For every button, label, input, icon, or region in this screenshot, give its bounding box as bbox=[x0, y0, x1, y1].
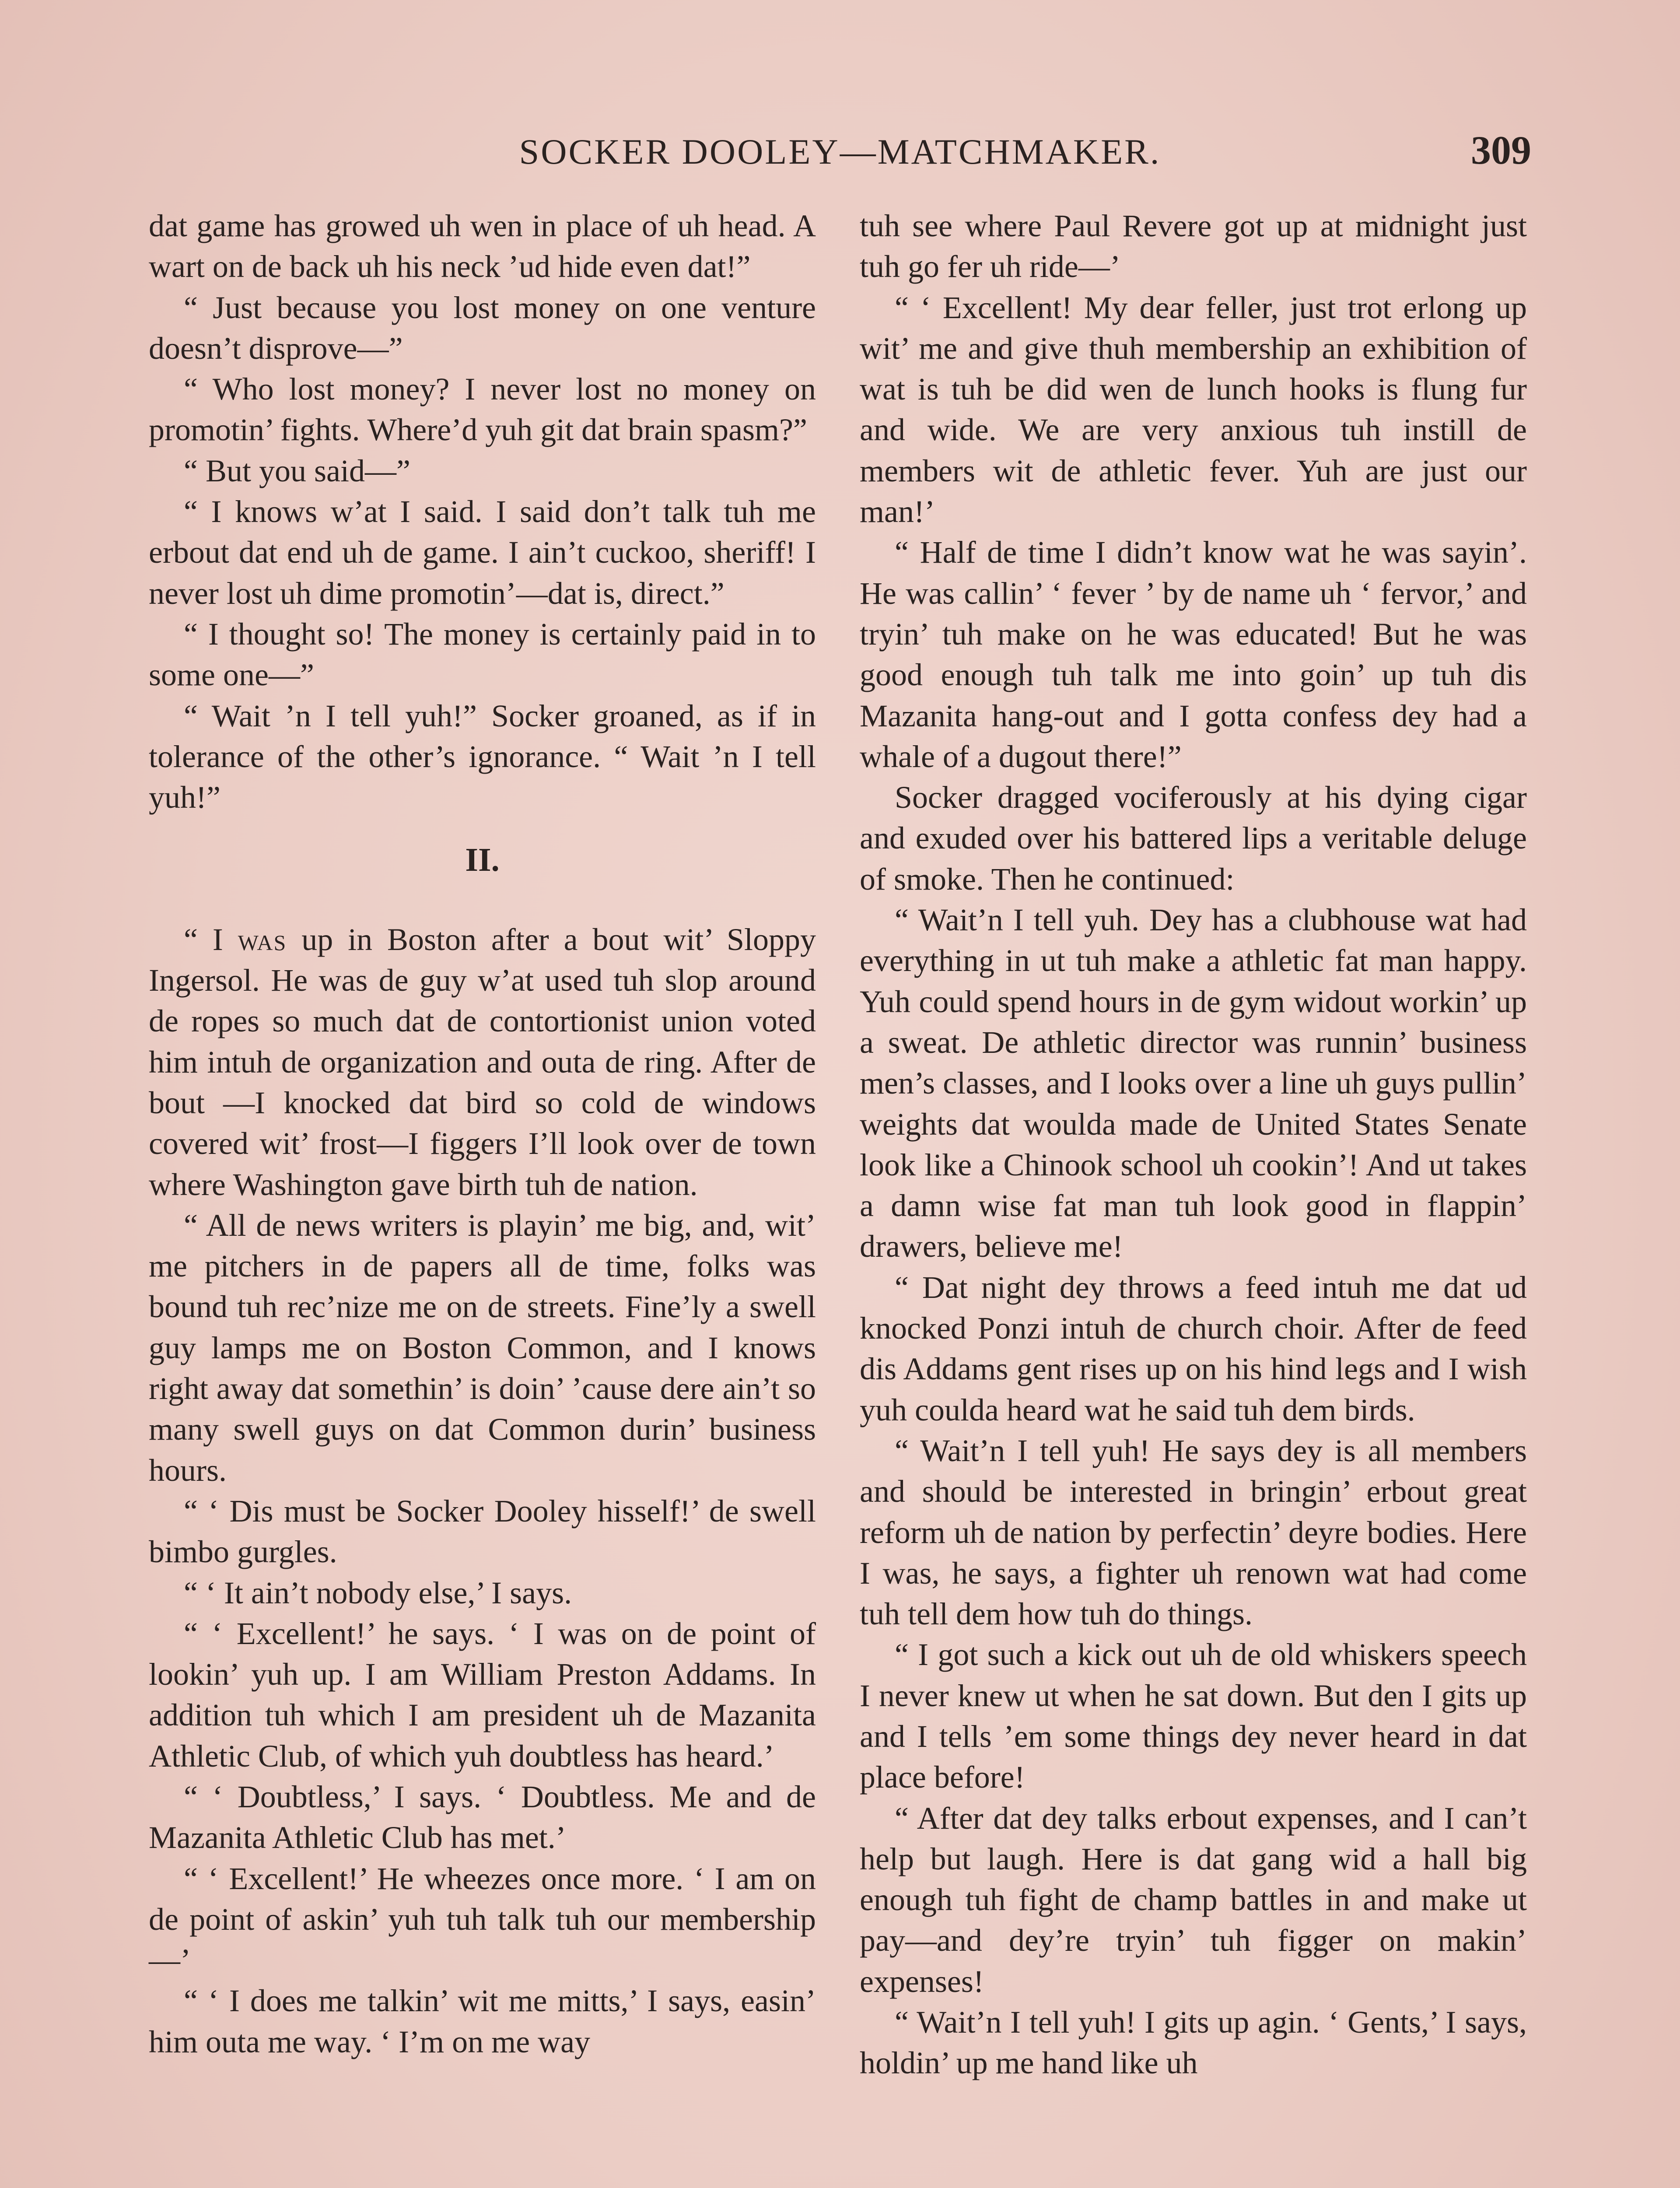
paragraph: Socker dragged vociferously at his dying cigar and exuded over his battered lips a veritable deluge of smoke. Then he continued: bbox=[860, 780, 1527, 897]
page-number: 309 bbox=[1471, 128, 1531, 172]
paragraph-rest: up in Boston after a bout wit’ Sloppy Ingersol. He was de guy w’at used tuh slop around de ropes so much dat de contortionist union voted him intuh de organization and outa de ring. After de bout —I knocked dat bird so cold de windows covered wit’ frost—I figgers I’ll look over de town where Washington gave birth tuh de nation. bbox=[149, 922, 816, 1202]
paragraph: “ Just because you lost money on one venture doesn’t disprove—” bbox=[149, 290, 816, 366]
paragraph: “ ‘ Doubtless,’ I says. ‘ Doubtless. Me and de Mazanita Athletic Club has met.’ bbox=[149, 1779, 816, 1855]
paragraph: “ Wait’n I tell yuh. Dey has a clubhouse wat had everything in ut tuh make a athletic fat man happy. Yuh could spend hours in de gym widout workin’ up a sweat. De athletic director was runnin’ business men’s classes, and I looks over a line uh guys pullin’ weights dat woulda made de United States Senate look like a Chinook school uh cookin’! And ut takes a damn wise fat man tuh look good in flappin’ drawers, believe me! bbox=[860, 902, 1527, 1264]
paragraph: “ Half de time I didn’t know wat he was sayin’. He was callin’ ‘ fever ’ by de name uh ‘ fervor,’ and tryin’ tuh make on he was educated! But he was good enough tuh talk me into goin’ up tuh dis Mazanita hang-out and I gotta confess dey had a whale of a dugout there!” bbox=[860, 535, 1527, 774]
paragraph: tuh see where Paul Revere got up at midnight just tuh go fer uh ride—’ bbox=[860, 208, 1527, 284]
paragraph: “ ‘ Excellent! My dear feller, just trot erlong up wit’ me and give thuh membership an exhibition of wat is tuh be did wen de lunch hooks is flung fur and wide. We are very anxious tuh instill de members wit de athletic fever. Yuh are just our man!’ bbox=[860, 290, 1527, 529]
left-column bbox=[149, 206, 816, 2062]
small-caps-word: was bbox=[238, 922, 287, 957]
paragraph: “ Who lost money? I never lost no money on promotin’ fights. Where’d yuh git dat brain spasm?” bbox=[149, 372, 816, 448]
right-column bbox=[860, 206, 1527, 2084]
paragraph: dat game has growed uh wen in place of uh head. A wart on de back uh his neck ’ud hide even dat!” bbox=[149, 208, 816, 284]
paragraph: “ After dat dey talks erbout expenses, and I can’t help but laugh. Here is dat gang wid a hall big enough tuh fight de champ battles in and make ut pay—and dey’re tryin’ tuh figger on makin’ expenses! bbox=[860, 1800, 1527, 1999]
paragraph: “ But you said—” bbox=[184, 453, 410, 488]
running-title: SOCKER DOOLEY—MATCHMAKER. bbox=[519, 132, 1161, 172]
paragraph: “ ‘ I does me talkin’ wit me mitts,’ I says, easin’ him outa me way. ‘ I’m on me way bbox=[149, 1983, 816, 2059]
section-heading: II. bbox=[465, 842, 500, 879]
paragraph: “ ‘ Dis must be Socker Dooley hisself!’ de swell bimbo gurgles. bbox=[149, 1493, 816, 1570]
paragraph bbox=[149, 919, 816, 1205]
paragraph: “ Wait’n I tell yuh! I gits up agin. ‘ Gents,’ I says, holdin’ up me hand like uh bbox=[860, 2005, 1527, 2081]
paragraph: “ ‘ Excellent!’ He wheezes once more. ‘ I am on de point of askin’ yuh tuh talk tuh our membership—’ bbox=[149, 1861, 816, 1978]
paragraph: “ ‘ Excellent!’ he says. ‘ I was on de point of lookin’ yuh up. I am William Preston Addams. In addition tuh which I am president uh de Mazanita Athletic Club, of which yuh doubtless has heard.’ bbox=[149, 1616, 816, 1774]
paragraph: “ I got such a kick out uh de old whiskers speech I never knew ut when he sat down. But den I gits up and I tells ’em some things dey never heard in dat place before! bbox=[860, 1637, 1527, 1795]
paragraph: “ Dat night dey throws a feed intuh me dat ud knocked Ponzi intuh de church choir. After de feed dis Addams gent rises up on his hind legs and I wish yuh coulda heard wat he said tuh dem birds. bbox=[860, 1269, 1527, 1427]
paragraph: “ ‘ It ain’t nobody else,’ I says. bbox=[184, 1575, 572, 1610]
paragraph: “ I knows w’at I said. I said don’t talk tuh me erbout dat end uh de game. I ain’t cuckoo, sheriff! I never lost uh dime promotin’—dat is, direct.” bbox=[149, 494, 816, 611]
paragraph: “ All de news writers is playin’ me big, and, wit’ me pitchers in de papers all de time, folks was bound tuh rec’nize me on de streets. Fine’ly a swell guy lamps me on Boston Common, and I knows right away dat somethin’ is doin’ ’cause dere ain’t so many swell guys on dat Common durin’ business hours. bbox=[149, 1207, 816, 1488]
paragraph: “ Wait’n I tell yuh! He says dey is all members and should be interested in bringin’ erbout great reform uh de nation by perfectin’ deyre bodies. Here I was, he says, a fighter uh renown wat had come tuh tell dem how tuh do things. bbox=[860, 1433, 1527, 1632]
paragraph: “ Wait ’n I tell yuh!” Socker groaned, as if in tolerance of the other’s ignorance. “ Wait ’n I tell yuh!” bbox=[149, 698, 816, 815]
paragraph-lead: “ I bbox=[184, 922, 238, 957]
paragraph: “ I thought so! The money is certainly paid in to some one—” bbox=[149, 616, 816, 693]
page-header bbox=[149, 127, 1531, 179]
